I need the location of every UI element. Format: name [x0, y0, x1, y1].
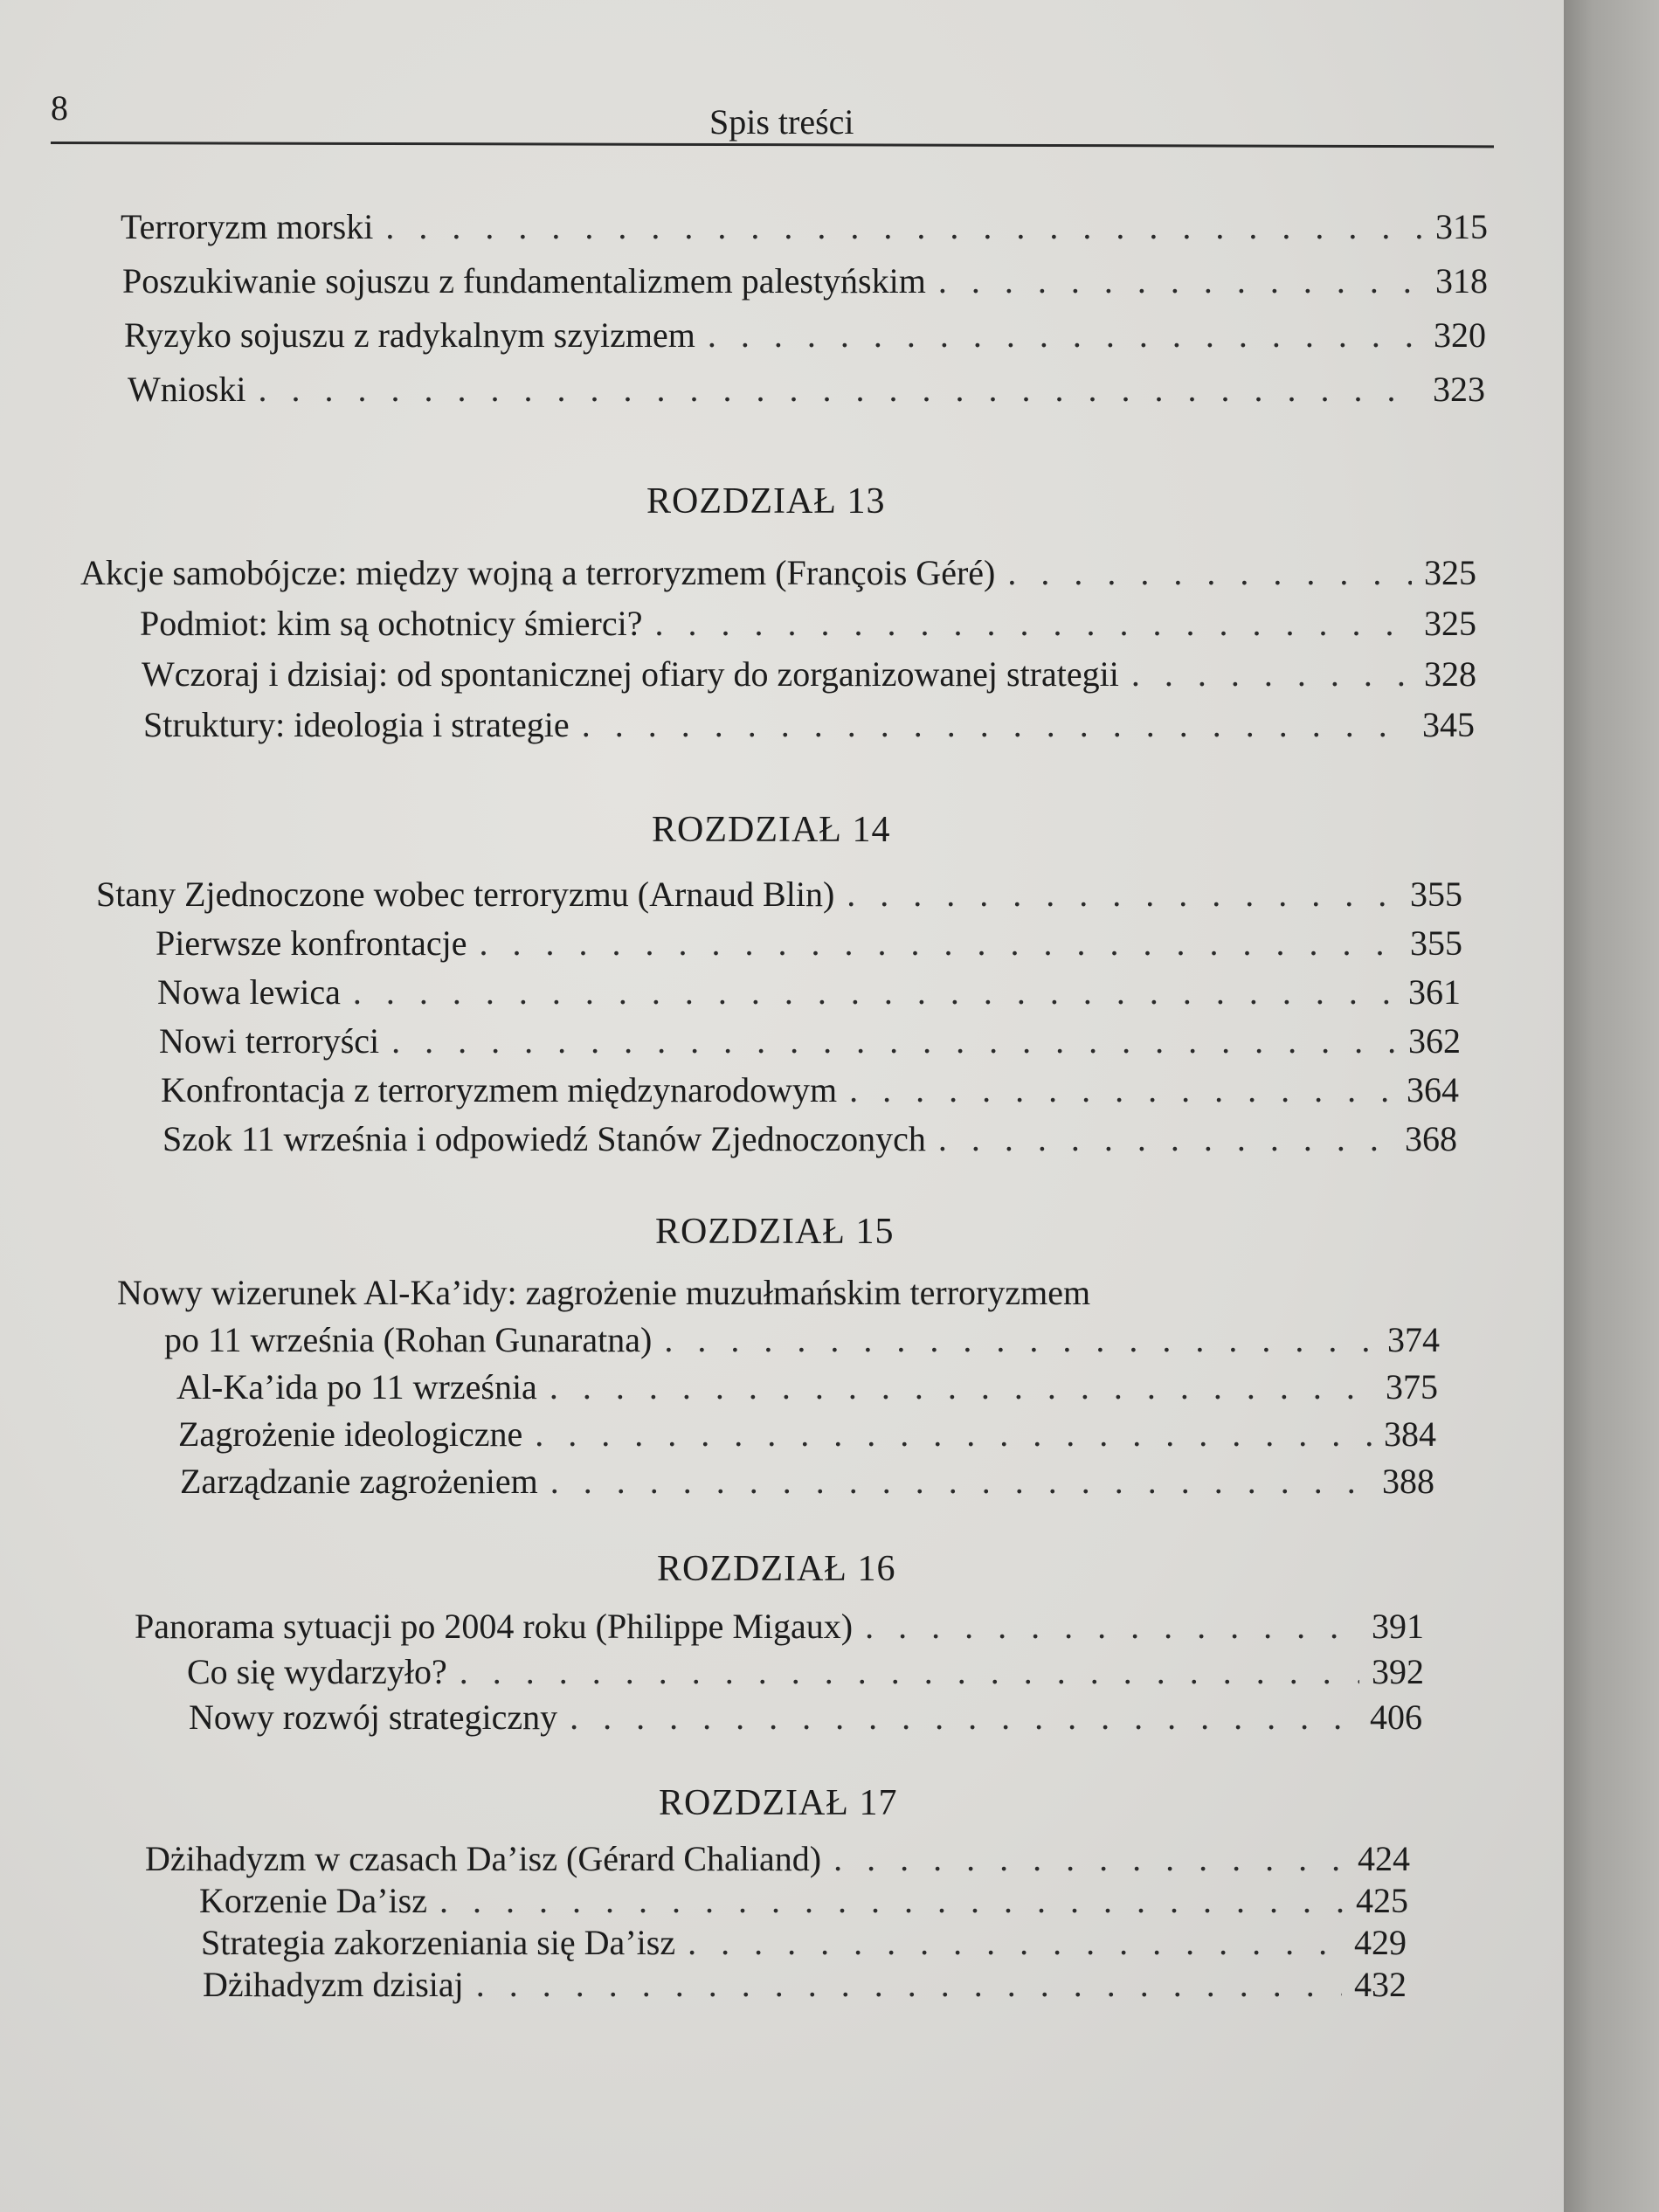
dot-leader	[259, 369, 1421, 410]
toc-entry	[180, 1461, 1434, 1502]
toc-entry	[128, 369, 1485, 410]
entry-page: 320	[1434, 315, 1486, 355]
toc-entry-main	[145, 1838, 1410, 1879]
entry-title: Konfrontacja z terroryzmem międzynarodowym	[161, 1070, 838, 1109]
toc-entry	[187, 1651, 1424, 1692]
chapter-heading: ROZDZIAŁ 15	[655, 1212, 895, 1252]
toc-entry	[143, 704, 1475, 745]
entry-page: 425	[1356, 1881, 1408, 1920]
toc-entry	[142, 653, 1476, 695]
toc-entry	[199, 1880, 1408, 1921]
toc-entry	[124, 315, 1486, 356]
dot-leader	[460, 1651, 1359, 1692]
dot-leader	[688, 1922, 1342, 1963]
entry-page: 432	[1354, 1965, 1407, 2004]
dot-leader	[353, 971, 1396, 1013]
dot-leader	[476, 1964, 1342, 2005]
entry-title: Akcje samobójcze: między wojną a terroryzmem (François Géré)	[80, 553, 996, 592]
dot-leader	[847, 874, 1398, 915]
dot-leader	[708, 315, 1421, 356]
toc-entry	[178, 1414, 1436, 1455]
entry-page: 355	[1410, 874, 1462, 914]
entry-page: 429	[1354, 1923, 1407, 1962]
chapter-heading: ROZDZIAŁ 14	[652, 810, 891, 850]
toc-entry	[156, 923, 1462, 964]
page-edge-shadow	[1564, 0, 1659, 2212]
dot-leader	[1007, 552, 1412, 593]
entry-title: Co się wydarzyło?	[187, 1652, 447, 1691]
entry-page: 315	[1435, 207, 1488, 246]
chapter-heading: ROZDZIAŁ 17	[659, 1783, 898, 1823]
toc-entry-main	[164, 1319, 1440, 1360]
entry-title: Struktury: ideologia i strategie	[143, 705, 570, 744]
toc-entry	[201, 1922, 1407, 1963]
entry-title: Nowa lewica	[157, 972, 341, 1012]
dot-leader	[938, 1118, 1393, 1159]
entry-title: Korzenie Da’isz	[199, 1881, 427, 1920]
entry-page: 368	[1405, 1119, 1457, 1158]
entry-title: po 11 września (Rohan Gunaratna)	[164, 1320, 653, 1359]
toc-entry	[162, 1118, 1457, 1159]
entry-title: Zagrożenie ideologiczne	[178, 1414, 523, 1454]
entry-title: Dżihadyzm w czasach Da’isz (Gérard Chaliand)	[145, 1839, 822, 1878]
dot-leader	[1131, 653, 1412, 695]
entry-page: 323	[1433, 370, 1485, 409]
dot-leader	[833, 1838, 1345, 1879]
toc-entry	[157, 971, 1461, 1013]
dot-leader	[391, 1020, 1396, 1061]
entry-title: Podmiot: kim są ochotnicy śmierci?	[140, 604, 643, 643]
entry-title: Strategia zakorzeniania się Da’isz	[201, 1923, 676, 1962]
dot-leader	[480, 923, 1398, 964]
chapter-heading: ROZDZIAŁ 16	[657, 1549, 896, 1589]
entry-title: Terroryzm morski	[121, 207, 374, 246]
entry-title: Ryzyko sojuszu z radykalnym szyizmem	[124, 315, 695, 355]
dot-leader	[550, 1366, 1373, 1407]
toc-entry	[122, 260, 1488, 301]
entry-page: 375	[1386, 1367, 1438, 1407]
toc-entry	[189, 1697, 1422, 1738]
entry-page: 424	[1358, 1839, 1410, 1878]
toc-entry	[161, 1069, 1459, 1110]
entry-title: Nowi terroryści	[159, 1021, 380, 1061]
dot-leader	[570, 1697, 1358, 1738]
toc-entry	[140, 603, 1476, 644]
entry-title: Szok 11 września i odpowiedź Stanów Zjednoczonych	[162, 1119, 926, 1158]
dot-leader	[582, 704, 1410, 745]
toc-entry	[159, 1020, 1461, 1061]
entry-page: 361	[1408, 972, 1461, 1012]
dot-leader	[550, 1461, 1370, 1502]
toc-entry	[176, 1366, 1438, 1407]
entry-title: Zarządzanie zagrożeniem	[180, 1462, 538, 1501]
entry-page: 318	[1435, 261, 1488, 301]
dot-leader	[535, 1414, 1372, 1455]
entry-title: Nowy rozwój strategiczny	[189, 1697, 558, 1737]
entry-title: Wnioski	[128, 370, 246, 409]
dot-leader	[439, 1880, 1344, 1921]
chapter-heading: ROZDZIAŁ 13	[646, 481, 886, 522]
entry-page: 392	[1372, 1652, 1424, 1691]
entry-page: 355	[1410, 923, 1462, 963]
entry-page: 325	[1424, 604, 1476, 643]
dot-leader	[385, 206, 1423, 247]
entry-title: Stany Zjednoczone wobec terroryzmu (Arnaud Blin)	[96, 874, 835, 914]
entry-title: Panorama sytuacji po 2004 roku (Philippe Migaux)	[135, 1607, 854, 1646]
entry-page: 364	[1407, 1070, 1459, 1109]
entry-title: Poszukiwanie sojuszu z fundamentalizmem palestyńskim	[122, 261, 926, 301]
running-title: Spis treści	[709, 102, 854, 142]
toc-entry-main	[135, 1606, 1424, 1647]
entry-page: 345	[1422, 705, 1475, 744]
toc-entry	[121, 206, 1488, 247]
dot-leader	[938, 260, 1423, 301]
entry-title: Pierwsze konfrontacje	[156, 923, 467, 963]
entry-page: 374	[1387, 1320, 1440, 1359]
entry-page: 384	[1384, 1414, 1436, 1454]
entry-page: 391	[1372, 1607, 1424, 1646]
toc-entry-main	[80, 552, 1476, 593]
dot-leader	[664, 1319, 1375, 1360]
entry-title: Wczoraj i dzisiaj: od spontanicznej ofiary do zorganizowanej strategii	[142, 654, 1119, 694]
entry-page: 388	[1382, 1462, 1434, 1501]
toc-entry-main	[96, 874, 1462, 915]
entry-title: Dżihadyzm dzisiaj	[203, 1965, 464, 2004]
entry-page: 328	[1424, 654, 1476, 694]
dot-leader	[654, 603, 1412, 644]
entry-title: Al-Ka’ida po 11 września	[176, 1367, 537, 1407]
page-number: 8	[51, 88, 68, 128]
entry-page: 406	[1370, 1697, 1422, 1737]
dot-leader	[865, 1606, 1359, 1647]
dot-leader	[849, 1069, 1394, 1110]
entry-page: 362	[1408, 1021, 1461, 1061]
entry-title-line1: Nowy wizerunek Al-Ka’idy: zagrożenie muzułmańskim terroryzmem	[117, 1273, 1091, 1312]
toc-entry	[203, 1964, 1407, 2005]
entry-page: 325	[1424, 553, 1476, 592]
